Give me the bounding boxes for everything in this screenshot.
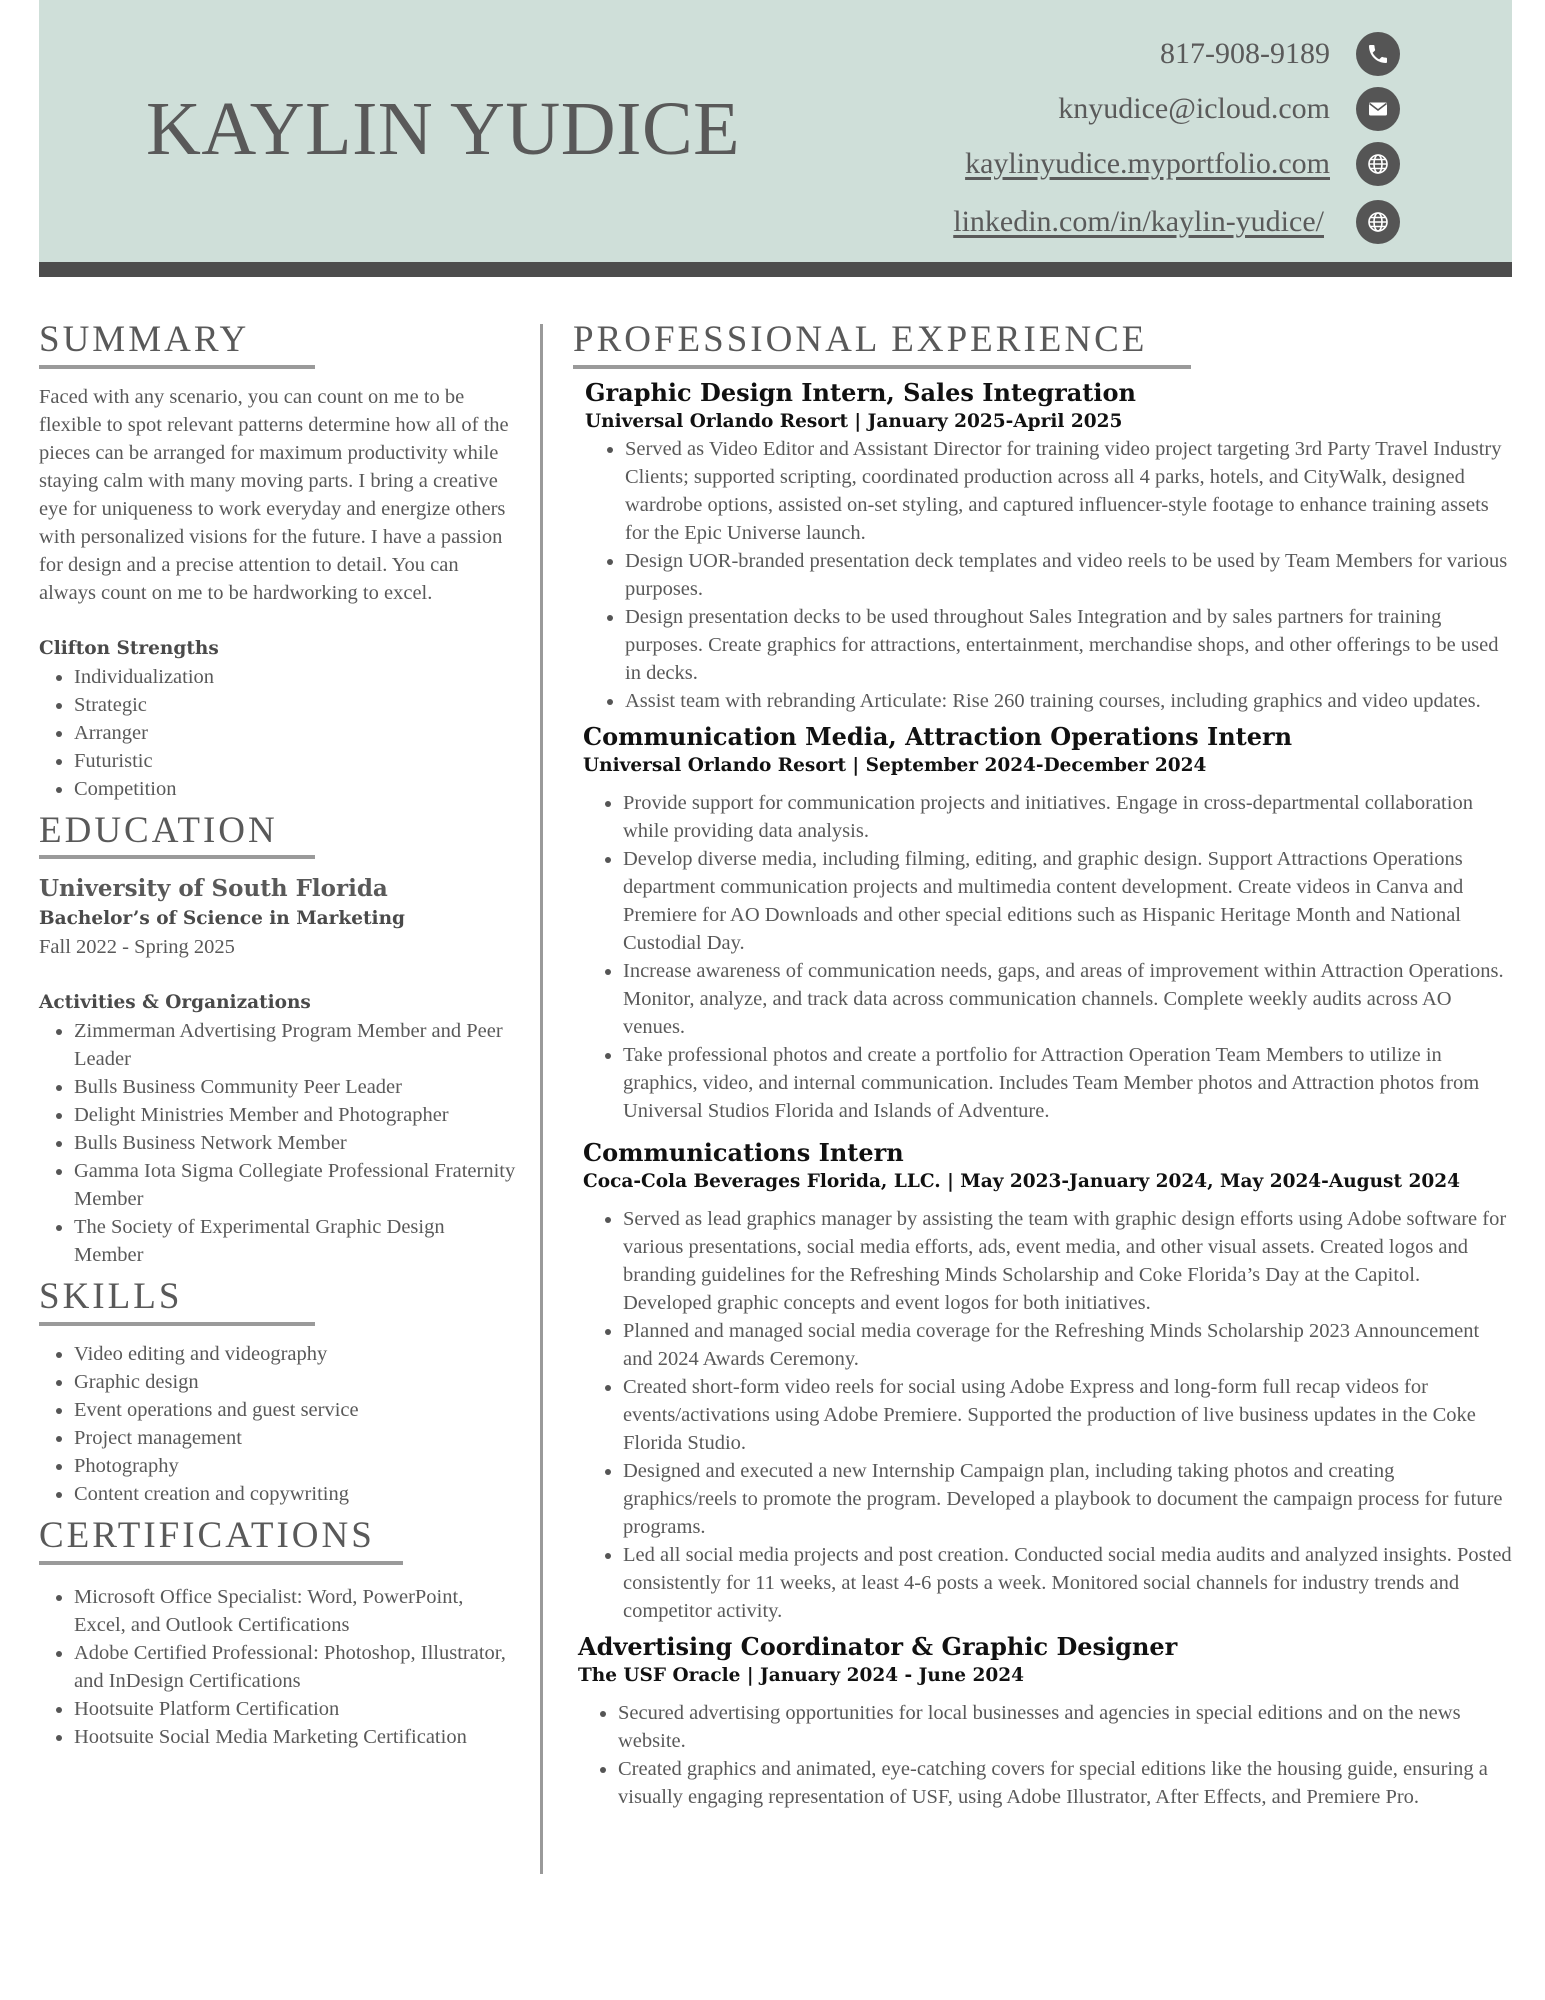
list-item: • Bulls Business Community Peer Leader [74, 1073, 519, 1101]
list-item: • Planned and managed social media coverage for the Refreshing Minds Scholarship 2023 Announcement and 2024 Awards Ceremony. [623, 1317, 1513, 1373]
job-title: Advertising Coordinator & Graphic Designer [578, 1631, 1178, 1661]
linkedin-link[interactable]: linkedin.com/in/kaylin-yudice/ [953, 205, 1324, 238]
list-item: • Served as lead graphics manager by assisting the team with graphic design efforts using Adobe software for various presentations, social media efforts, ads, event media, and other visual assets. Created logos and branding guidelines for the Refreshing Minds Scholarship and Coke Florida’s Day at the Capitol. Developed graphic concepts and event logos for both initiatives. [623, 1205, 1513, 1317]
list-item: • Futuristic [74, 747, 519, 775]
strengths-list [39, 663, 519, 803]
list-item: • The Society of Experimental Graphic Design Member [74, 1213, 519, 1269]
list-item: • Zimmerman Advertising Program Member and Peer Leader [74, 1017, 519, 1073]
list-item: • Designed and executed a new Internship Campaign plan, including taking photos and creating graphics/reels to promote the program. Developed a playbook to document the campaign process for future programs. [623, 1457, 1513, 1541]
phone-icon [1356, 32, 1400, 76]
list-item: • Project management [74, 1424, 519, 1452]
job-org: Universal Orlando Resort | September 2024-December 2024 [583, 754, 1207, 776]
section-rule [573, 365, 1191, 369]
strengths-heading: Clifton Strengths [39, 637, 219, 659]
job-org: Coca-Cola Beverages Florida, LLC. | May 2023-January 2024, May 2024-August 2024 [583, 1170, 1460, 1192]
list-item: • Strategic [74, 691, 519, 719]
summary-text: Faced with any scenario, you can count on me to be flexible to spot relevant patterns determine how all of the pieces can be arranged for maximum productivity while staying calm with many moving parts. I bring a creative eye for uniqueness to work everyday and energize others with personalized visions for the future. I have a passion for design and a precise attention to detail. You can always count on me to be hardworking to excel. [39, 385, 509, 604]
list-item: • Gamma Iota Sigma Collegiate Professional Fraternity Member [74, 1157, 519, 1213]
list-item: • Provide support for communication projects and initiatives. Engage in cross-departmental collaboration while providing data analysis. [623, 789, 1513, 845]
school-name: University of South Florida [39, 875, 388, 903]
list-item: • Bulls Business Network Member [74, 1129, 519, 1157]
certifications-list [39, 1583, 519, 1751]
right-column [573, 320, 1513, 1811]
list-item: • Secured advertising opportunities for local businesses and agencies in special editions and on the news website. [618, 1699, 1513, 1755]
mail-icon [1356, 87, 1400, 131]
activities-list [39, 1017, 519, 1269]
section-rule [39, 365, 315, 369]
contact-phone-row [1160, 30, 1400, 78]
portfolio-link[interactable]: kaylinyudice.myportfolio.com [965, 147, 1330, 180]
contact-linkedin-row [953, 198, 1400, 246]
list-item: • Take professional photos and create a portfolio for Attraction Operation Team Members to utilize in graphics, video, and internal communication. Includes Team Member photos and Attraction photos from Universal Studios Florida and Islands of Adventure. [623, 1041, 1513, 1125]
list-item: • Graphic design [74, 1368, 519, 1396]
list-item: • Design presentation decks to be used throughout Sales Integration and by sales partners for training purposes. Create graphics for attractions, entertainment, merchandise shops, and other offerings to be used in decks. [625, 603, 1513, 687]
list-item: • Created short-form video reels for social using Adobe Express and long-form full recap videos for events/activations using Adobe Premiere. Supported the production of live business updates in the Coke Florida Studio. [623, 1373, 1513, 1457]
job-bullets [578, 1699, 1513, 1811]
list-item: • Competition [74, 775, 519, 803]
candidate-name: KAYLIN YUDICE [146, 87, 741, 171]
section-title-skills: SKILLS [39, 1276, 183, 1318]
education-section [39, 811, 519, 1270]
left-column [39, 320, 519, 1751]
column-divider [540, 324, 543, 1874]
job-bullets [583, 789, 1513, 1125]
list-item: • Hootsuite Social Media Marketing Certification [74, 1723, 519, 1751]
list-item: • Arranger [74, 719, 519, 747]
contact-email-row [1058, 85, 1400, 133]
list-item: • Adobe Certified Professional: Photoshop, Illustrator, and InDesign Certifications [74, 1639, 519, 1695]
job-bullets [585, 435, 1513, 715]
list-item: • Content creation and copywriting [74, 1480, 519, 1508]
job-org: The USF Oracle | January 2024 - June 2024 [578, 1664, 1024, 1686]
section-title-certifications: CERTIFICATIONS [39, 1515, 375, 1557]
section-rule [39, 1322, 315, 1326]
globe-icon [1356, 142, 1400, 186]
list-item: • Photography [74, 1452, 519, 1480]
header-bar [39, 262, 1512, 277]
list-item: • Design UOR-branded presentation deck templates and video reels to be used by Team Members for various purposes. [625, 547, 1513, 603]
section-rule [39, 855, 315, 859]
list-item: • Served as Video Editor and Assistant Director for training video project targeting 3rd Party Travel Industry Clients; supported scripting, coordinated production across all 4 parks, hotels, and CityWalk, designed wardrobe options, assisted on-set styling, and captured influencer-style footage to enhance training assets for the Epic Universe launch. [625, 435, 1513, 547]
job-org: Universal Orlando Resort | January 2025-April 2025 [585, 410, 1123, 432]
skills-list [39, 1340, 519, 1508]
job-entry [573, 721, 1513, 1125]
job-entry [573, 1631, 1513, 1811]
list-item: • Video editing and videography [74, 1340, 519, 1368]
summary-section [39, 320, 519, 803]
globe-icon [1356, 200, 1400, 244]
list-item: • Assist team with rebranding Articulate: Rise 260 training courses, including graphics and video updates. [625, 687, 1513, 715]
list-item: • Increase awareness of communication needs, gaps, and areas of improvement within Attraction Operations. Monitor, analyze, and track data across communication channels. Complete weekly audits across AO venues. [623, 957, 1513, 1041]
job-title: Communications Intern [583, 1137, 904, 1167]
list-item: • Microsoft Office Specialist: Word, PowerPoint, Excel, and Outlook Certifications [74, 1583, 519, 1639]
list-item: • Individualization [74, 663, 519, 691]
education-dates: Fall 2022 - Spring 2025 [39, 936, 235, 959]
contact-portfolio-row [965, 140, 1400, 188]
section-title-summary: SUMMARY [39, 319, 250, 360]
list-item: • Created graphics and animated, eye-catching covers for special editions like the housing guide, ensuring a visually engaging representation of USF, using Adobe Illustrator, After Effects, and Premiere Pro. [618, 1755, 1513, 1811]
list-item: • Delight Ministries Member and Photographer [74, 1101, 519, 1129]
job-title: Communication Media, Attraction Operations Intern [583, 721, 1293, 751]
section-rule [39, 1561, 403, 1565]
email-address[interactable]: knyudice@icloud.com [1058, 92, 1330, 125]
section-title-experience: PROFESSIONAL EXPERIENCE [573, 319, 1148, 360]
job-entry [573, 377, 1513, 715]
activities-heading: Activities & Organizations [39, 992, 311, 1014]
job-entry [573, 1137, 1513, 1625]
certifications-section [39, 1516, 519, 1751]
list-item: • Develop diverse media, including filming, editing, and graphic design. Support Attractions Operations department communication projects and multimedia content development. Create videos in Canva and Premiere for AO Downloads and other special editions such as Hispanic Heritage Month and National Custodial Day. [623, 845, 1513, 957]
skills-section [39, 1277, 519, 1508]
section-title-education: EDUCATION [39, 809, 278, 851]
list-item: • Led all social media projects and post creation. Conducted social media audits and analyzed insights. Posted consistently for 11 weeks, at least 4-6 posts a week. Monitored social channels for industry trends and competitor activity. [623, 1541, 1513, 1625]
degree: Bachelor’s of Science in Marketing [39, 908, 405, 930]
job-bullets [583, 1205, 1513, 1625]
phone-number[interactable]: 817-908-9189 [1160, 37, 1330, 70]
list-item: • Event operations and guest service [74, 1396, 519, 1424]
list-item: • Hootsuite Platform Certification [74, 1695, 519, 1723]
job-title: Graphic Design Intern, Sales Integration [585, 377, 1136, 407]
